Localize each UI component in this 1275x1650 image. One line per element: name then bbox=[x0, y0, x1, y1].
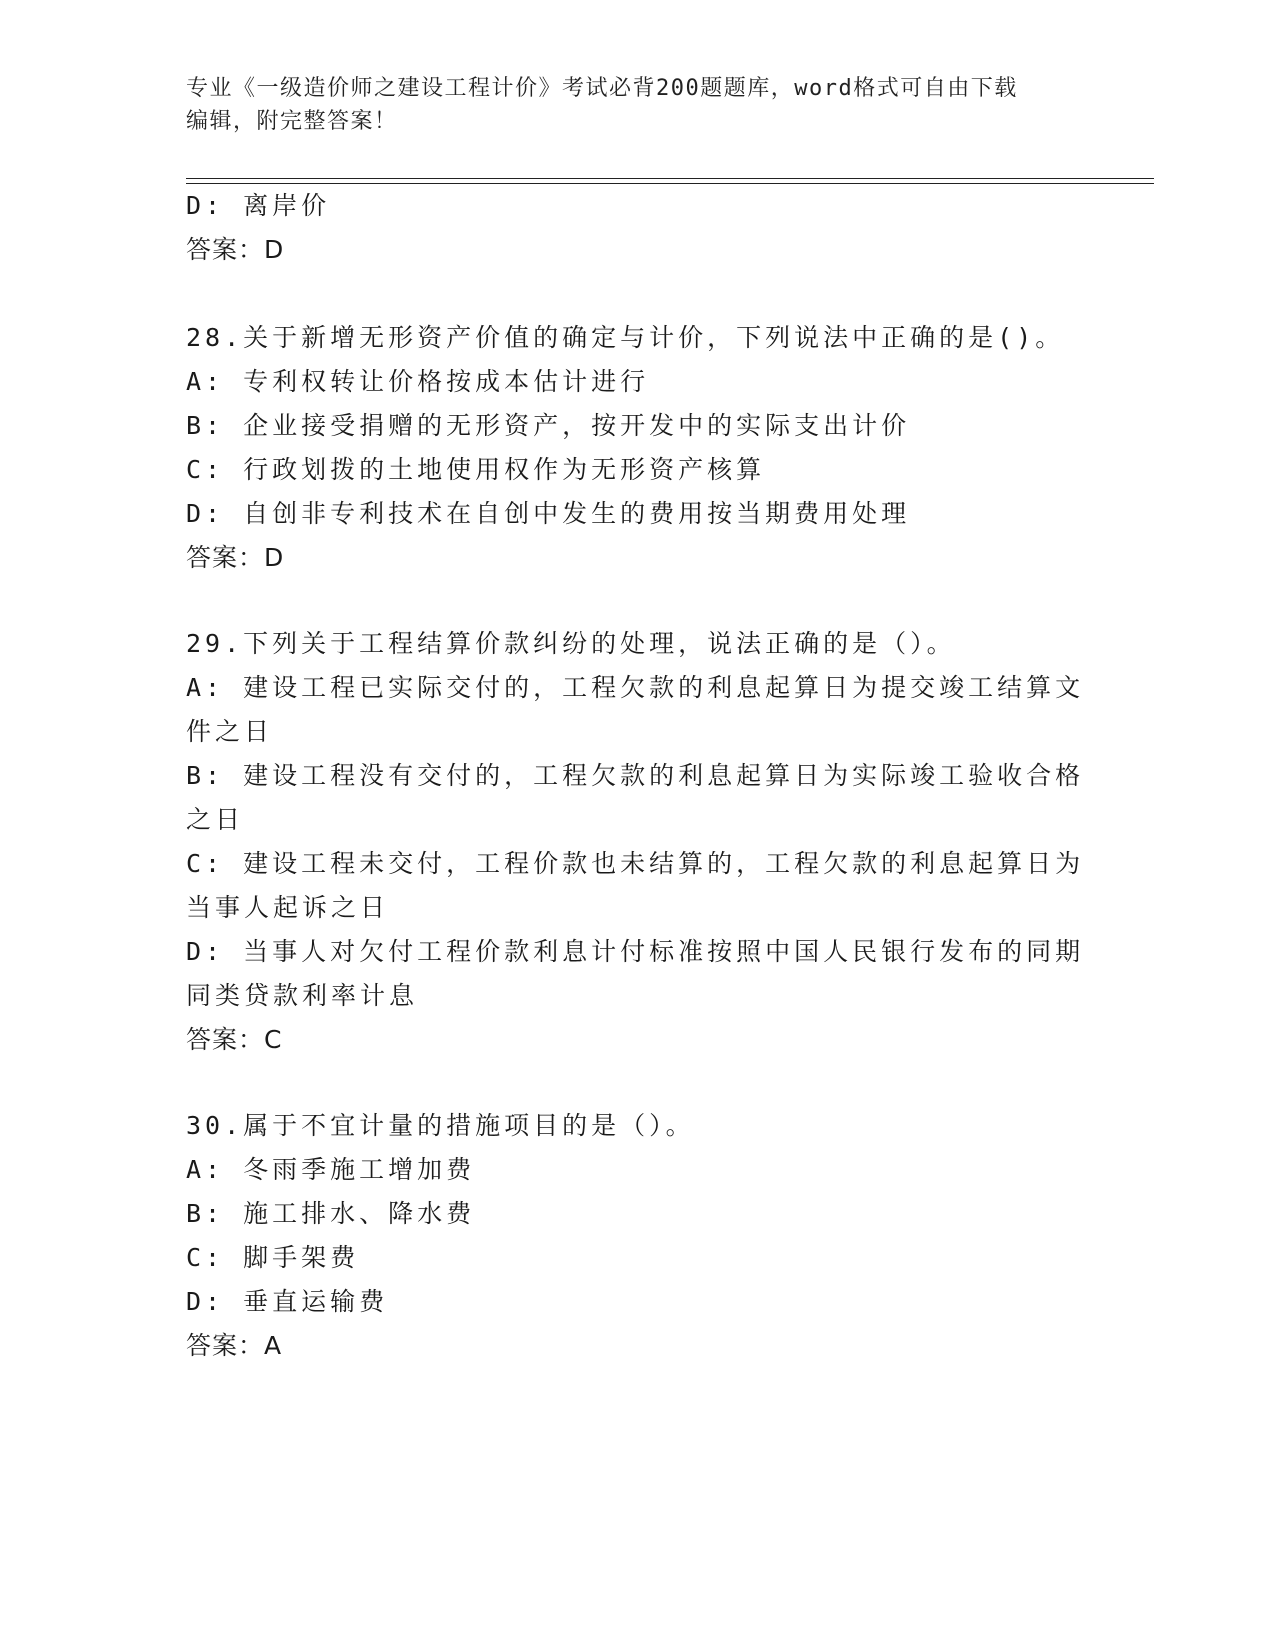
q30-option-c: C: 脚手架费 bbox=[186, 1243, 360, 1272]
q29-stem: 29.下列关于工程结算价款纠纷的处理，说法正确的是（）。 bbox=[186, 629, 956, 658]
q29-option-a-line1: A: 建设工程已实际交付的，工程欠款的利息起算日为提交竣工结算文 bbox=[186, 673, 1085, 702]
q29-answer: 答案：C bbox=[186, 1025, 283, 1054]
q28-option-d: D: 自创非专利技术在自创中发生的费用按当期费用处理 bbox=[186, 499, 911, 528]
q30-answer: 答案：A bbox=[186, 1331, 283, 1360]
header-line-1: 专业《一级造价师之建设工程计价》考试必背200题题库，word格式可自由下载 bbox=[186, 76, 1018, 101]
q29-option-d-line1: D: 当事人对欠付工程价款利息计付标准按照中国人民银行发布的同期 bbox=[186, 937, 1085, 966]
q29-option-a-line2: 件之日 bbox=[186, 717, 274, 746]
q29-option-c-line2: 当事人起诉之日 bbox=[186, 893, 390, 922]
q30-option-a: A: 冬雨季施工增加费 bbox=[186, 1155, 476, 1184]
q29-option-d-line2: 同类贷款利率计息 bbox=[186, 981, 419, 1010]
q28-option-b: B: 企业接受捐赠的无形资产，按开发中的实际支出计价 bbox=[186, 411, 911, 440]
q30-option-d: D: 垂直运输费 bbox=[186, 1287, 389, 1316]
header-divider-top bbox=[186, 178, 1154, 179]
header-line-2: 编辑，附完整答案！ bbox=[186, 109, 398, 134]
q28-answer: 答案：D bbox=[186, 543, 285, 572]
q30-stem: 30.属于不宜计量的措施项目的是（）。 bbox=[186, 1111, 695, 1140]
q28-stem: 28.关于新增无形资产价值的确定与计价，下列说法中正确的是()。 bbox=[186, 323, 1065, 352]
q28-option-c: C: 行政划拨的土地使用权作为无形资产核算 bbox=[186, 455, 766, 484]
header-divider-bottom bbox=[186, 183, 1154, 184]
q29-option-b-line2: 之日 bbox=[186, 805, 245, 834]
q28-option-a: A: 专利权转让价格按成本估计进行 bbox=[186, 367, 650, 396]
q29-option-c-line1: C: 建设工程未交付，工程价款也未结算的，工程欠款的利息起算日为 bbox=[186, 849, 1085, 878]
q29-option-b-line1: B: 建设工程没有交付的，工程欠款的利息起算日为实际竣工验收合格 bbox=[186, 761, 1085, 790]
prev-answer: 答案：D bbox=[186, 235, 285, 264]
q30-option-b: B: 施工排水、降水费 bbox=[186, 1199, 476, 1228]
document-header bbox=[186, 72, 1086, 138]
prev-option-d: D: 离岸价 bbox=[186, 191, 331, 220]
